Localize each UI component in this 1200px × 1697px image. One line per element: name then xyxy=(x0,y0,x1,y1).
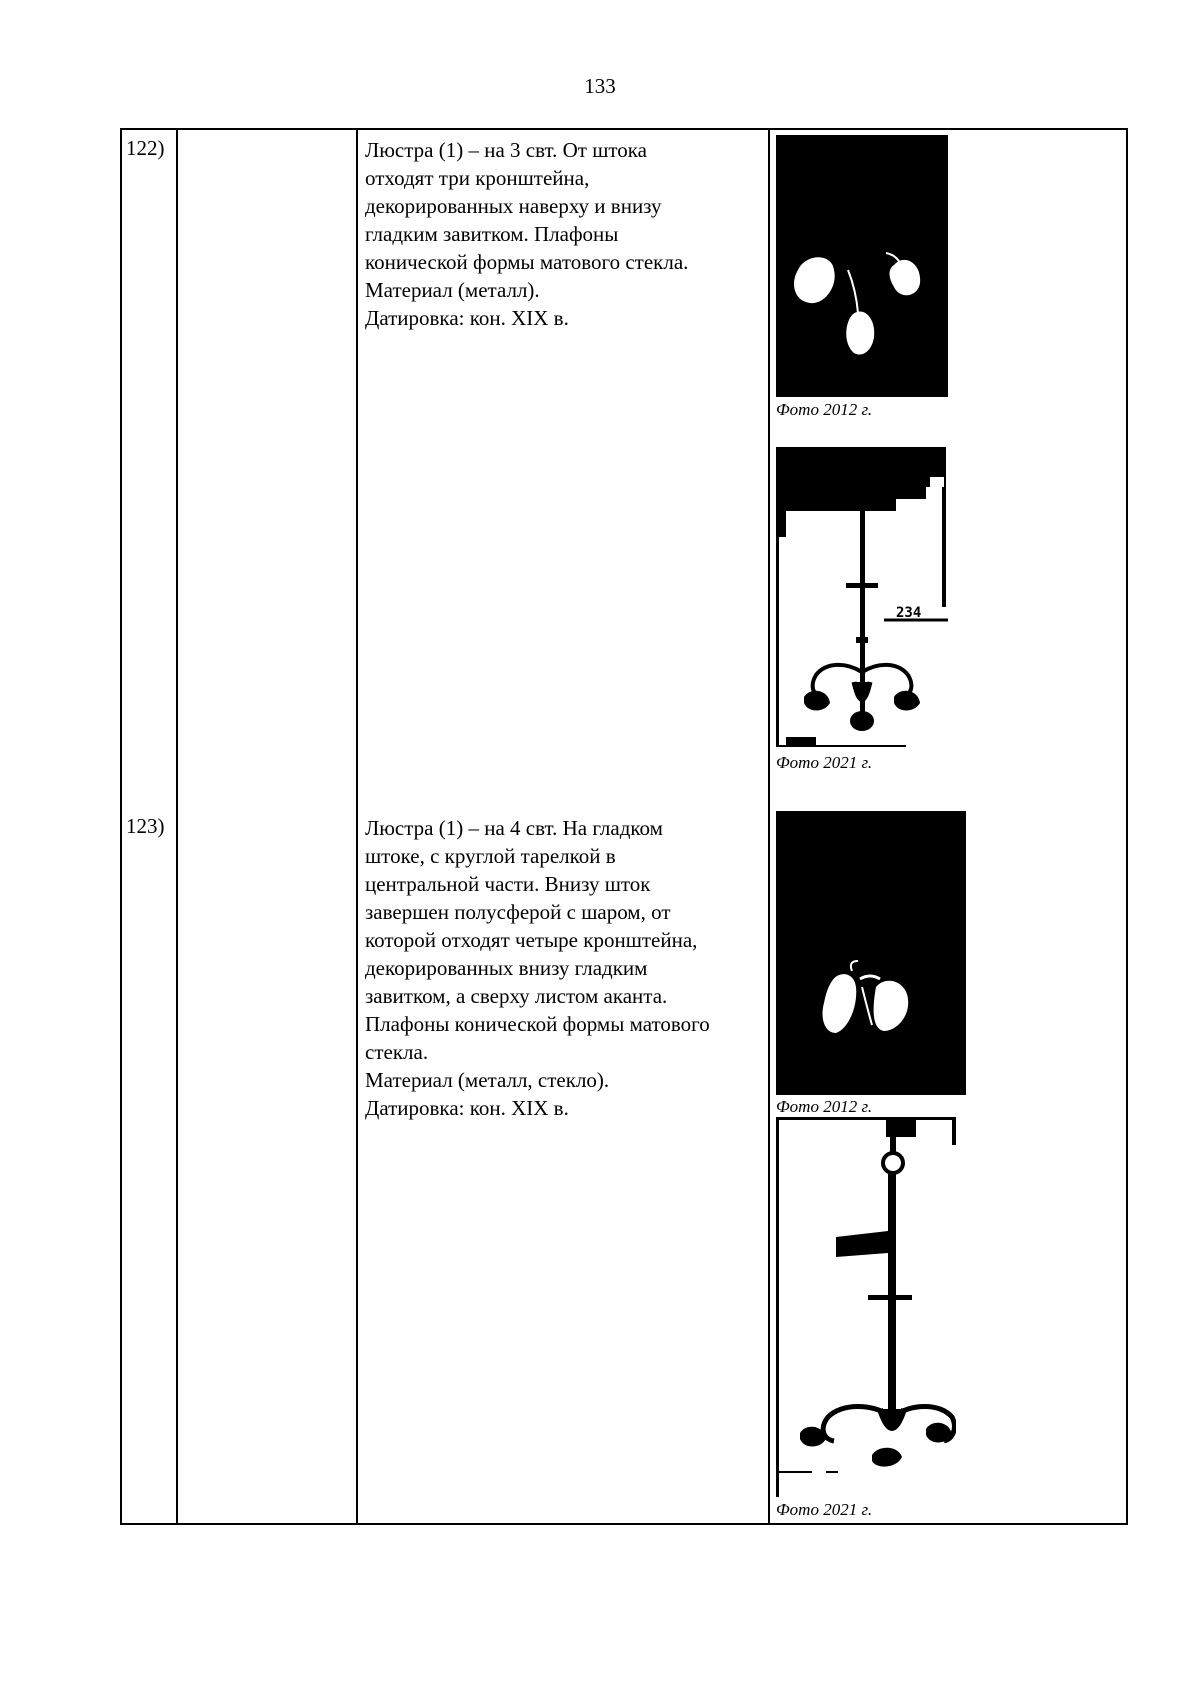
photo-caption: Фото 2012 г. xyxy=(776,400,873,419)
chandelier-photo xyxy=(776,135,948,397)
description-line: конической формы матового стекла. xyxy=(365,250,689,274)
chandelier-silhouette xyxy=(776,135,948,397)
description-line: завитком, а сверху листом аканта. xyxy=(365,984,668,1008)
photo-caption: Фото 2012 г. xyxy=(776,1097,873,1116)
description-line: Материал (металл). xyxy=(365,278,540,302)
description-line: отходят три кронштейна, xyxy=(365,166,590,190)
description-line: которой отходят четыре кронштейна, xyxy=(365,928,698,952)
description-line: Люстра (1) – на 4 свт. На гладком xyxy=(365,816,663,840)
photo-label: 234 xyxy=(896,605,922,621)
table-border-left xyxy=(120,128,122,1525)
chandelier-silhouette xyxy=(776,811,966,1095)
table-border-right xyxy=(1126,128,1128,1525)
row-number: 122) xyxy=(126,136,165,160)
description-line: гладким завитком. Плафоны xyxy=(365,222,619,246)
description-line: центральной части. Внизу шток xyxy=(365,872,651,896)
column-divider-1 xyxy=(176,128,178,1525)
description-line: декорированных внизу гладким xyxy=(365,956,648,980)
description-line: Датировка: кон. XIX в. xyxy=(365,1096,569,1120)
page-number: 133 xyxy=(584,74,616,98)
table-border-bottom xyxy=(120,1523,1128,1525)
description-line: Люстра (1) – на 3 свт. От штока xyxy=(365,138,647,162)
description-line: завершен полусферой с шаром, от xyxy=(365,900,671,924)
chandelier-photo xyxy=(776,1117,956,1497)
chandelier-photo xyxy=(776,811,966,1095)
description-line: Плафоны конической формы матового xyxy=(365,1012,710,1036)
description-line: декорированных наверху и внизу xyxy=(365,194,662,218)
description-line: штоке, с круглой тарелкой в xyxy=(365,844,616,868)
photo-caption: Фото 2021 г. xyxy=(776,753,873,772)
table-border-top xyxy=(120,128,1128,130)
item-description xyxy=(365,136,775,332)
column-divider-2 xyxy=(356,128,358,1525)
chandelier-photo xyxy=(776,447,948,747)
description-line: стекла. xyxy=(365,1040,429,1064)
row-number: 123) xyxy=(126,814,165,838)
chandelier-silhouette xyxy=(776,447,948,747)
chandelier-silhouette xyxy=(776,1117,956,1497)
photo-caption: Фото 2021 г. xyxy=(776,1500,873,1519)
description-line: Материал (металл, стекло). xyxy=(365,1068,610,1092)
description-line: Датировка: кон. XIX в. xyxy=(365,306,569,330)
item-description xyxy=(365,814,775,1122)
